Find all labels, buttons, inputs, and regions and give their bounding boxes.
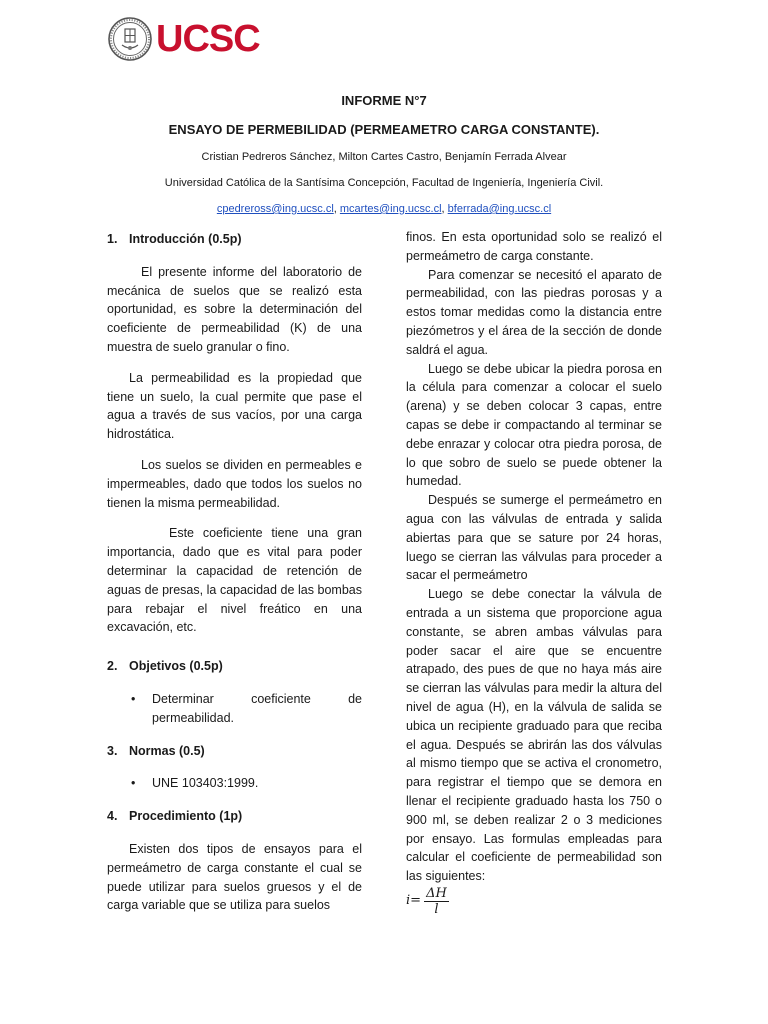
intro-paragraph: Este coeficiente tiene una gran importancia, dado que es vital para poder determinar la capacidad de retención de aguas de presas, la capacidad de las bombas para rebajar el nivel freático en una excavación, etc. [107,526,362,635]
paper-title: ENSAYO DE PERMEBILIDAD (PERMEAMETRO CARGA CONSTANTE). [168,122,600,137]
procedure-paragraph: Luego se debe conectar la válvula de entrada a un sistema que proporcione agua constante, se abren ambas válvulas para poder sacar el aire que se encuentre atrapado, des pues de que no haya más aire se cierran las válvulas para medir la altura del nivel de agua (H), en la válvula de salida se ubica un recipiente graduado para que reciba el agua. Después se abrirán las dos válvulas al mismo tiempo que se activa el cronometro, para registrar el tiempo que se demora en llenar el recipiente graduado hasta los 750 o 900 ml, se deben realizar 2 o 3 mediciones por ensayo. Las formulas empleadas para calcular el coeficiente de permeabilidad son las siguientes: [406,587,662,884]
formula-denominator: l [434,901,439,917]
email-separator: , [441,203,448,215]
right-column [406,228,662,917]
procedure-paragraph: Para comenzar se necesitó el aparato de permeabilidad, con las piedras porosas y a estos tomar medidas como la distancia entre piezómetros y el área de la sección de donde saldrá el agua. [406,267,662,357]
procedure-paragraph: finos. En esta oportunidad solo se realizó el permeámetro de carga constante. [406,230,662,263]
formula-numerator: ΔH [426,885,447,901]
section-heading-objetivos: 2. Objetivos (0.5p) [107,659,223,674]
ucsc-logo-text: UCSC [156,18,260,60]
left-column [107,230,362,927]
procedure-paragraph: Después se sumerge el permeámetro en agua con las válvulas de entrada y salida abiertas para que se sature por 24 horas, luego se cierran las válvulas para proceder a sacar el permeámetro [406,493,662,583]
formula-lhs: i [406,892,411,908]
email-separator: , [333,203,340,215]
formula-equals: = [410,892,422,908]
bullet-icon: • [131,776,136,791]
intro-paragraph: El presente informe del laboratorio de mecánica de suelos que se realizó esta oportunidad, es sobre la determinación del coeficiente de permeabilidad (K) de una muestra de suelo granular o fino. [107,264,362,354]
hydraulic-gradient-formula [406,886,662,917]
list-item: • UNE 103403:1999. [131,774,362,793]
procedure-paragraph: Existen dos tipos de ensayos para el permeámetro de carga constante el cual se puede utilizar para suelos gruesos y el de carga variable que se utiliza para suelos [107,841,362,913]
email-link-cartes[interactable]: mcartes@ing.ucsc.cl [339,203,442,215]
email-link-pedreros[interactable]: cpedreross@ing.ucsc.cl [216,203,334,215]
email-link-ferrada[interactable]: bferrada@ing.ucsc.cl [447,203,552,215]
intro-paragraph: Los suelos se dividen en permeables e impermeables, dado que todos los suelos no tienen la misma permeabilidad. [107,457,362,510]
section-heading-normas: 3. Normas (0.5) [107,743,205,758]
section-heading-procedimiento: 4. Procedimiento (1p) [107,809,243,824]
procedure-paragraph: Luego se debe ubicar la piedra porosa en la célula para comenzar a colocar el suelo (arena) y se deben colocar 3 capas, entre capas se debe ir compactando al terminar se debe enrazar y colocar otra piedra porosa, de lo que sobro de suelo se puede obtener la humedad. [406,361,662,489]
ucsc-logo [108,14,260,64]
author-emails [0,203,768,215]
report-number: INFORME N°7 [341,93,427,108]
list-item: • Determinar coeficiente de permeabilidad. [131,690,362,728]
intro-paragraph: La permeabilidad es la propiedad que tiene un suelo, la cual permite que pase el agua a través de sus vacíos, por una carga hidrostática. [107,370,362,442]
university-seal-icon [108,17,152,61]
bullet-icon: • [131,691,136,706]
authors: Cristian Pedreros Sánchez, Milton Cartes Castro, Benjamín Ferrada Alvear [201,151,567,163]
formula-fraction [424,886,449,917]
affiliation: Universidad Católica de la Santísima Concepción, Facultad de Ingeniería, Ingeniería Civil. [164,177,604,189]
section-heading-introduccion: 1. Introducción (0.5p) [107,232,242,246]
